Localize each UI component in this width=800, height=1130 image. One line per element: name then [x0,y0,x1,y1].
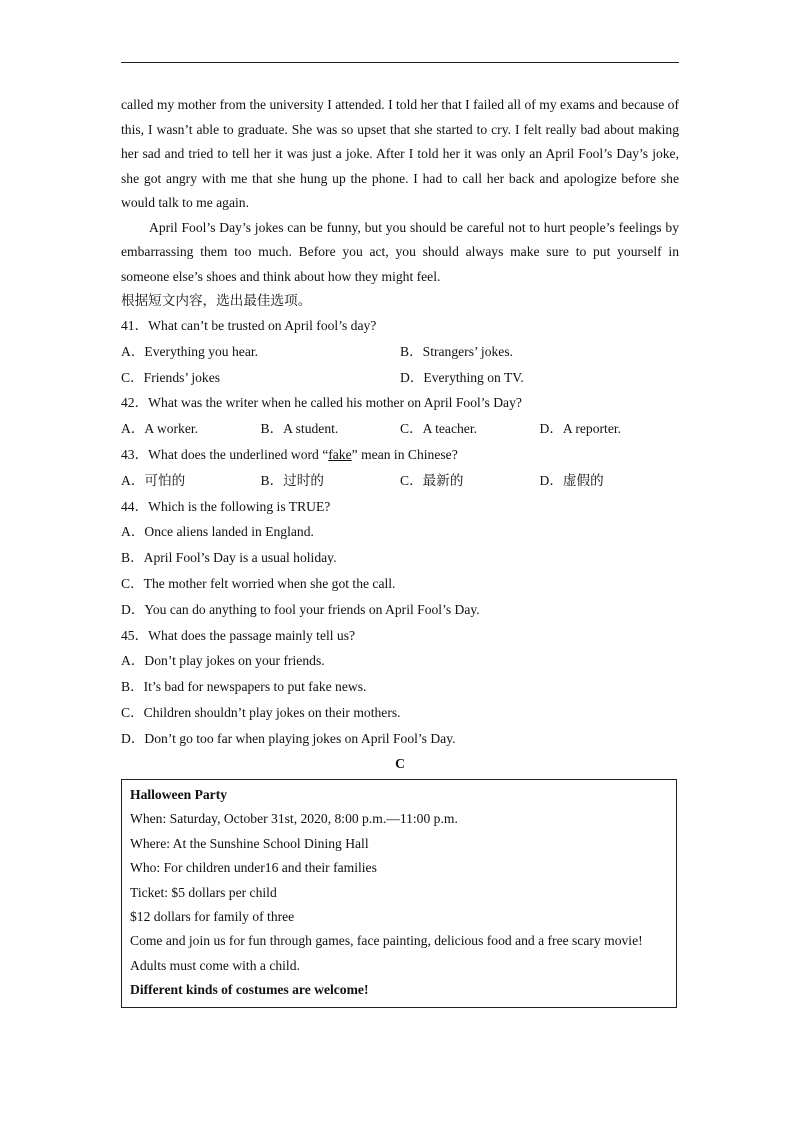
question-43-stem [121,442,679,468]
question-42-option-a: A．A worker. [121,421,199,437]
question-43-option-c: C．最新的 [400,472,464,488]
question-41-option-c: C．Friends’ jokes [121,369,221,385]
question-41-stem: 41．What can’t be trusted on April fool’s day? [121,318,377,333]
notice-who: Who: For children under16 and their families [130,860,377,876]
question-44-option-c: C．The mother felt worried when she got the call. [121,575,396,591]
question-44-option-d: D．You can do anything to fool your friends on April Fool’s Day. [121,601,480,617]
notice-ticket: Ticket: $5 dollars per child [130,884,277,900]
section-c-heading: C [395,755,405,771]
header-rule [121,62,679,63]
question-43-stem-before: 43．What does the underlined word “ [121,446,329,462]
question-45-option-c: C．Children shouldn’t play jokes on their mothers. [121,704,401,720]
question-44-stem: 44．Which is the following is TRUE? [121,498,331,514]
passage-paragraph-2: April Fool’s Day’s jokes can be funny, but you should be careful not to hurt people’s feelings by embarrassing them too much. Before you act, you should always make sure to put yourself in someone else’s shoes and think about how they might feel. [121,219,679,284]
question-43-option-d: D．虚假的 [539,472,604,488]
notice-costumes: Different kinds of costumes are welcome! [130,982,369,998]
question-43-options [121,468,679,494]
question-42-option-d: D．A reporter. [539,421,622,437]
question-43-option-a: A．可怕的 [121,472,186,488]
instruction: 根据短文内容，选出最佳选项。 [121,293,312,308]
halloween-party-notice [121,779,677,1008]
question-45-stem: 45．What does the passage mainly tell us? [121,627,356,643]
question-42-stem: 42．What was the writer when he called his mother on April Fool’s Day? [121,395,522,411]
passage-paragraph-1: called my mother from the university I attended. I told her that I failed all of my exams and because of this, I wasn’t able to graduate. She was so upset that she started to cry. I felt really bad about making her sad and tried to tell her it was just a joke. After I told her it was only an April Fool’s Day’s joke, she got angry with me that she hung up the phone. I had to call her back and apologize before she would talk to me again. [121,97,679,210]
underlined-word: fake [328,446,352,462]
question-45-option-a: A．Don’t play jokes on your friends. [121,653,325,669]
question-41-option-d: D．Everything on TV. [400,369,524,385]
question-44-option-a: A．Once aliens landed in England. [121,524,314,540]
question-44-option-b: B．April Fool’s Day is a usual holiday. [121,550,337,566]
question-45-option-d: D．Don’t go too far when playing jokes on April Fool’s Day. [121,730,456,746]
question-42-option-c: C．A teacher. [400,421,478,437]
question-45-option-b: B．It’s bad for newspapers to put fake news. [121,679,367,695]
notice-invitation: Come and join us for fun through games, face painting, delicious food and a free scary movie! [130,933,643,949]
notice-family-ticket: $12 dollars for family of three [130,908,295,924]
question-41-option-b: B．Strangers’ jokes. [400,343,514,359]
question-42-options [121,416,679,442]
question-43-stem-after: ” mean in Chinese? [351,446,458,462]
notice-adults-rule: Adults must come with a child. [130,957,300,973]
question-43-option-b: B．过时的 [260,472,324,488]
question-41-options-row-1 [121,339,679,365]
document-body [121,93,679,776]
notice-title: Halloween Party [130,787,228,802]
question-42-option-b: B．A student. [260,421,339,437]
notice-when: When: Saturday, October 31st, 2020, 8:00 p.m.—11:00 p.m. [130,811,458,827]
notice-where: Where: At the Sunshine School Dining Hall [130,835,369,851]
question-41-options-row-2 [121,365,679,391]
question-41-option-a: A．Everything you hear. [121,343,259,359]
